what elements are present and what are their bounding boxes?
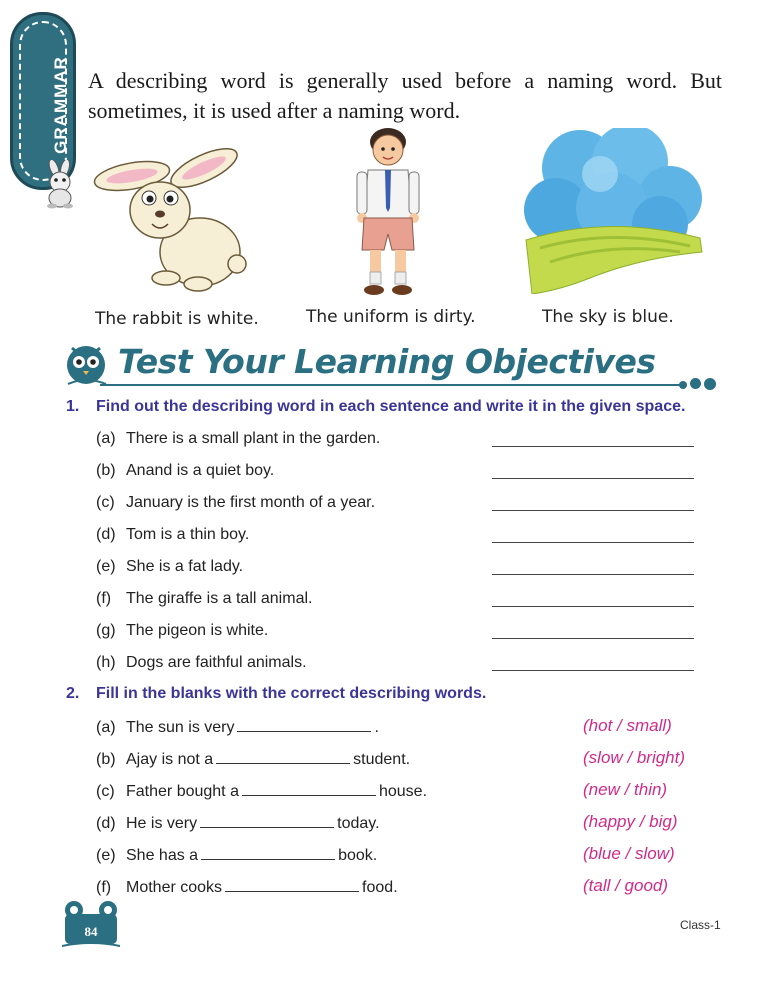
owl-heading-icon bbox=[62, 340, 112, 388]
options-text: (tall / good) bbox=[583, 876, 669, 895]
answer-line[interactable] bbox=[492, 638, 694, 639]
fill-blank[interactable] bbox=[225, 877, 359, 892]
fill-blank[interactable] bbox=[200, 813, 334, 828]
question-number: 1. bbox=[66, 398, 80, 415]
q2-item: (c) Father bought a house. bbox=[96, 783, 428, 800]
answer-line[interactable] bbox=[492, 670, 694, 671]
q1-item: (f) The giraffe is a tall animal. bbox=[96, 590, 313, 607]
question-2-heading bbox=[66, 685, 486, 703]
section-title: Test Your Learning Objectives bbox=[118, 342, 656, 381]
page-number: 84 bbox=[84, 924, 98, 939]
answer-line[interactable] bbox=[492, 542, 694, 543]
options-text: (new / thin) bbox=[583, 780, 668, 799]
question-prompt: Fill in the blanks with the correct describing words. bbox=[96, 685, 487, 702]
answer-line[interactable] bbox=[492, 510, 694, 511]
fill-blank[interactable] bbox=[242, 781, 376, 796]
answer-line[interactable] bbox=[492, 478, 694, 479]
grammar-tab-label: GRAMMAR bbox=[51, 56, 70, 154]
fill-blank[interactable] bbox=[237, 717, 371, 732]
caption-rabbit: The rabbit is white. bbox=[95, 309, 259, 329]
q1-item: (a) There is a small plant in the garden. bbox=[96, 430, 381, 447]
q1-item: (h) Dogs are faithful animals. bbox=[96, 654, 307, 671]
options-text: (hot / small) bbox=[583, 716, 672, 735]
rabbit-illustration bbox=[92, 148, 252, 294]
answer-line[interactable] bbox=[492, 574, 694, 575]
boy-uniform-illustration bbox=[352, 122, 424, 300]
q2-item: (b) Ajay is not a student. bbox=[96, 751, 411, 768]
options-text: (blue / slow) bbox=[583, 844, 675, 863]
answer-line[interactable] bbox=[492, 446, 694, 447]
question-1-heading bbox=[66, 398, 685, 416]
q1-item: (e) She is a fat lady. bbox=[96, 558, 244, 575]
fill-blank[interactable] bbox=[201, 845, 335, 860]
q1-item: (d) Tom is a thin boy. bbox=[96, 526, 250, 543]
q2-item: (f) Mother cooks food. bbox=[96, 879, 398, 896]
answer-line[interactable] bbox=[492, 606, 694, 607]
options-text: (slow / bright) bbox=[583, 748, 686, 767]
sky-clouds-illustration bbox=[520, 128, 706, 294]
fill-blank[interactable] bbox=[216, 749, 350, 764]
heading-dot bbox=[690, 378, 701, 389]
q1-item: (g) The pigeon is white. bbox=[96, 622, 269, 639]
q2-item: (a) The sun is very . bbox=[96, 719, 379, 736]
heading-dot bbox=[704, 378, 716, 390]
question-prompt: Find out the describing word in each sentence and write it in the given space. bbox=[96, 398, 686, 415]
q1-item: (b) Anand is a quiet boy. bbox=[96, 462, 275, 479]
heading-rule bbox=[100, 384, 682, 386]
intro-paragraph: A describing word is generally used before a naming word. But sometimes, it is used after a naming word. bbox=[88, 68, 722, 123]
q2-item: (d) He is very today. bbox=[96, 815, 380, 832]
caption-uniform: The uniform is dirty. bbox=[306, 307, 476, 327]
class-label: Class-1 bbox=[680, 918, 721, 932]
bunny-mascot-icon bbox=[38, 160, 84, 210]
q2-item: (e) She has a book. bbox=[96, 847, 378, 864]
question-number: 2. bbox=[66, 685, 80, 702]
q1-item: (c) January is the first month of a year. bbox=[96, 494, 376, 511]
options-text: (happy / big) bbox=[583, 812, 678, 831]
heading-dot bbox=[679, 381, 687, 389]
caption-sky: The sky is blue. bbox=[542, 307, 674, 327]
